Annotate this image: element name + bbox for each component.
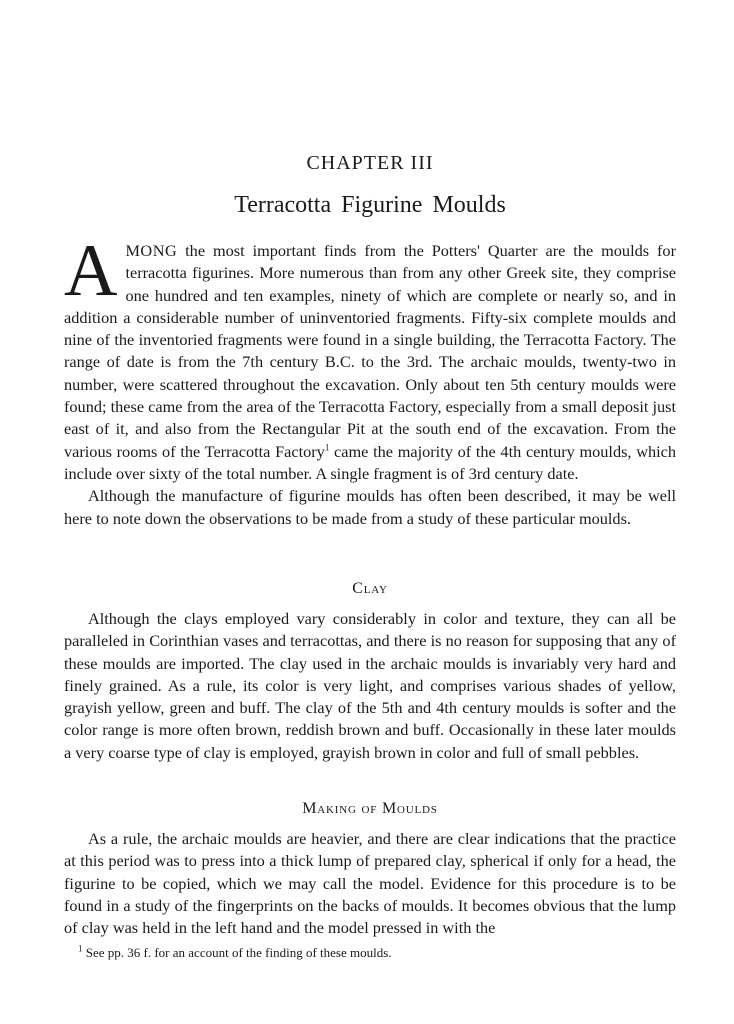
intro-text-a: the most important finds from the Potters' Quarter are the moulds for terracotta figurines. More numerous than from any other Greek site, they comprise one hundred and ten examples, ninety of which are complete or nearly so, and in addition a considerable number of uninventoried fragments. Fifty-six complete moulds and nine of the inventoried fragments were found in a single building, the Terracotta Factory. The range of date is from the 7th century B.C. to the 3rd. The archaic moulds, twenty-two in number, were scattered throughout the excavation. Only about ten 5th century moulds were found; these came from the area of the Terracotta Factory, especially from a small deposit just east of it, and also from the Rectangular Pit at the south end of the excavation. From the various rooms of the Terracotta Factory [64, 241, 676, 461]
section-heading-making: Making of Moulds [302, 800, 438, 817]
making-paragraph: As a rule, the archaic moulds are heavier, and there are clear indications that the practice at this period was to press into a thick lump of prepared clay, spherical if only for a head, the figurine to be copied, which we may call the model. Evidence for this procedure is to be found in a study of the fingerprints on the backs of moulds. It becomes obvious that the lump of clay was held in the left hand and the model pressed in with the [64, 829, 676, 938]
intro-lead-word: MONG [125, 241, 178, 260]
intro-paragraph-2: Although the manufacture of figurine moulds has often been described, it may be well here to note down the observations to be made from a study of these particular moulds. [64, 486, 676, 528]
drop-cap: A [64, 230, 118, 312]
footnote [78, 944, 676, 962]
section-heading-clay: Clay [352, 580, 388, 597]
chapter-title: Terracotta Figurine Moulds [234, 192, 506, 218]
footnote-mark: 1 [78, 943, 83, 954]
chapter-label: CHAPTER III [306, 152, 434, 174]
footnote-reference[interactable]: 1 [324, 442, 330, 453]
intro-paragraph [64, 230, 676, 485]
footnote-text: See pp. 36 f. for an account of the finding of these moulds. [82, 945, 392, 960]
intro-section [64, 230, 676, 530]
intro-text-b: came the majority of the 4th century moulds, which include over sixty of the total number. A single fragment is of 3rd century date. [64, 441, 676, 483]
clay-paragraph: Although the clays employed vary considerably in color and texture, they can all be paralleled in Corinthian vases and terracottas, and there is no reason for supposing that any of these moulds are imported. The clay used in the archaic moulds is invariably very hard and finely grained. As a rule, its color is very light, and comprises various shades of yellow, grayish yellow, green and buff. The clay of the 5th and 4th century moulds is softer and the color range is more often brown, reddish brown and buff. Occasionally in these later moulds a very coarse type of clay is employed, grayish brown in color and full of small pebbles. [64, 609, 676, 762]
